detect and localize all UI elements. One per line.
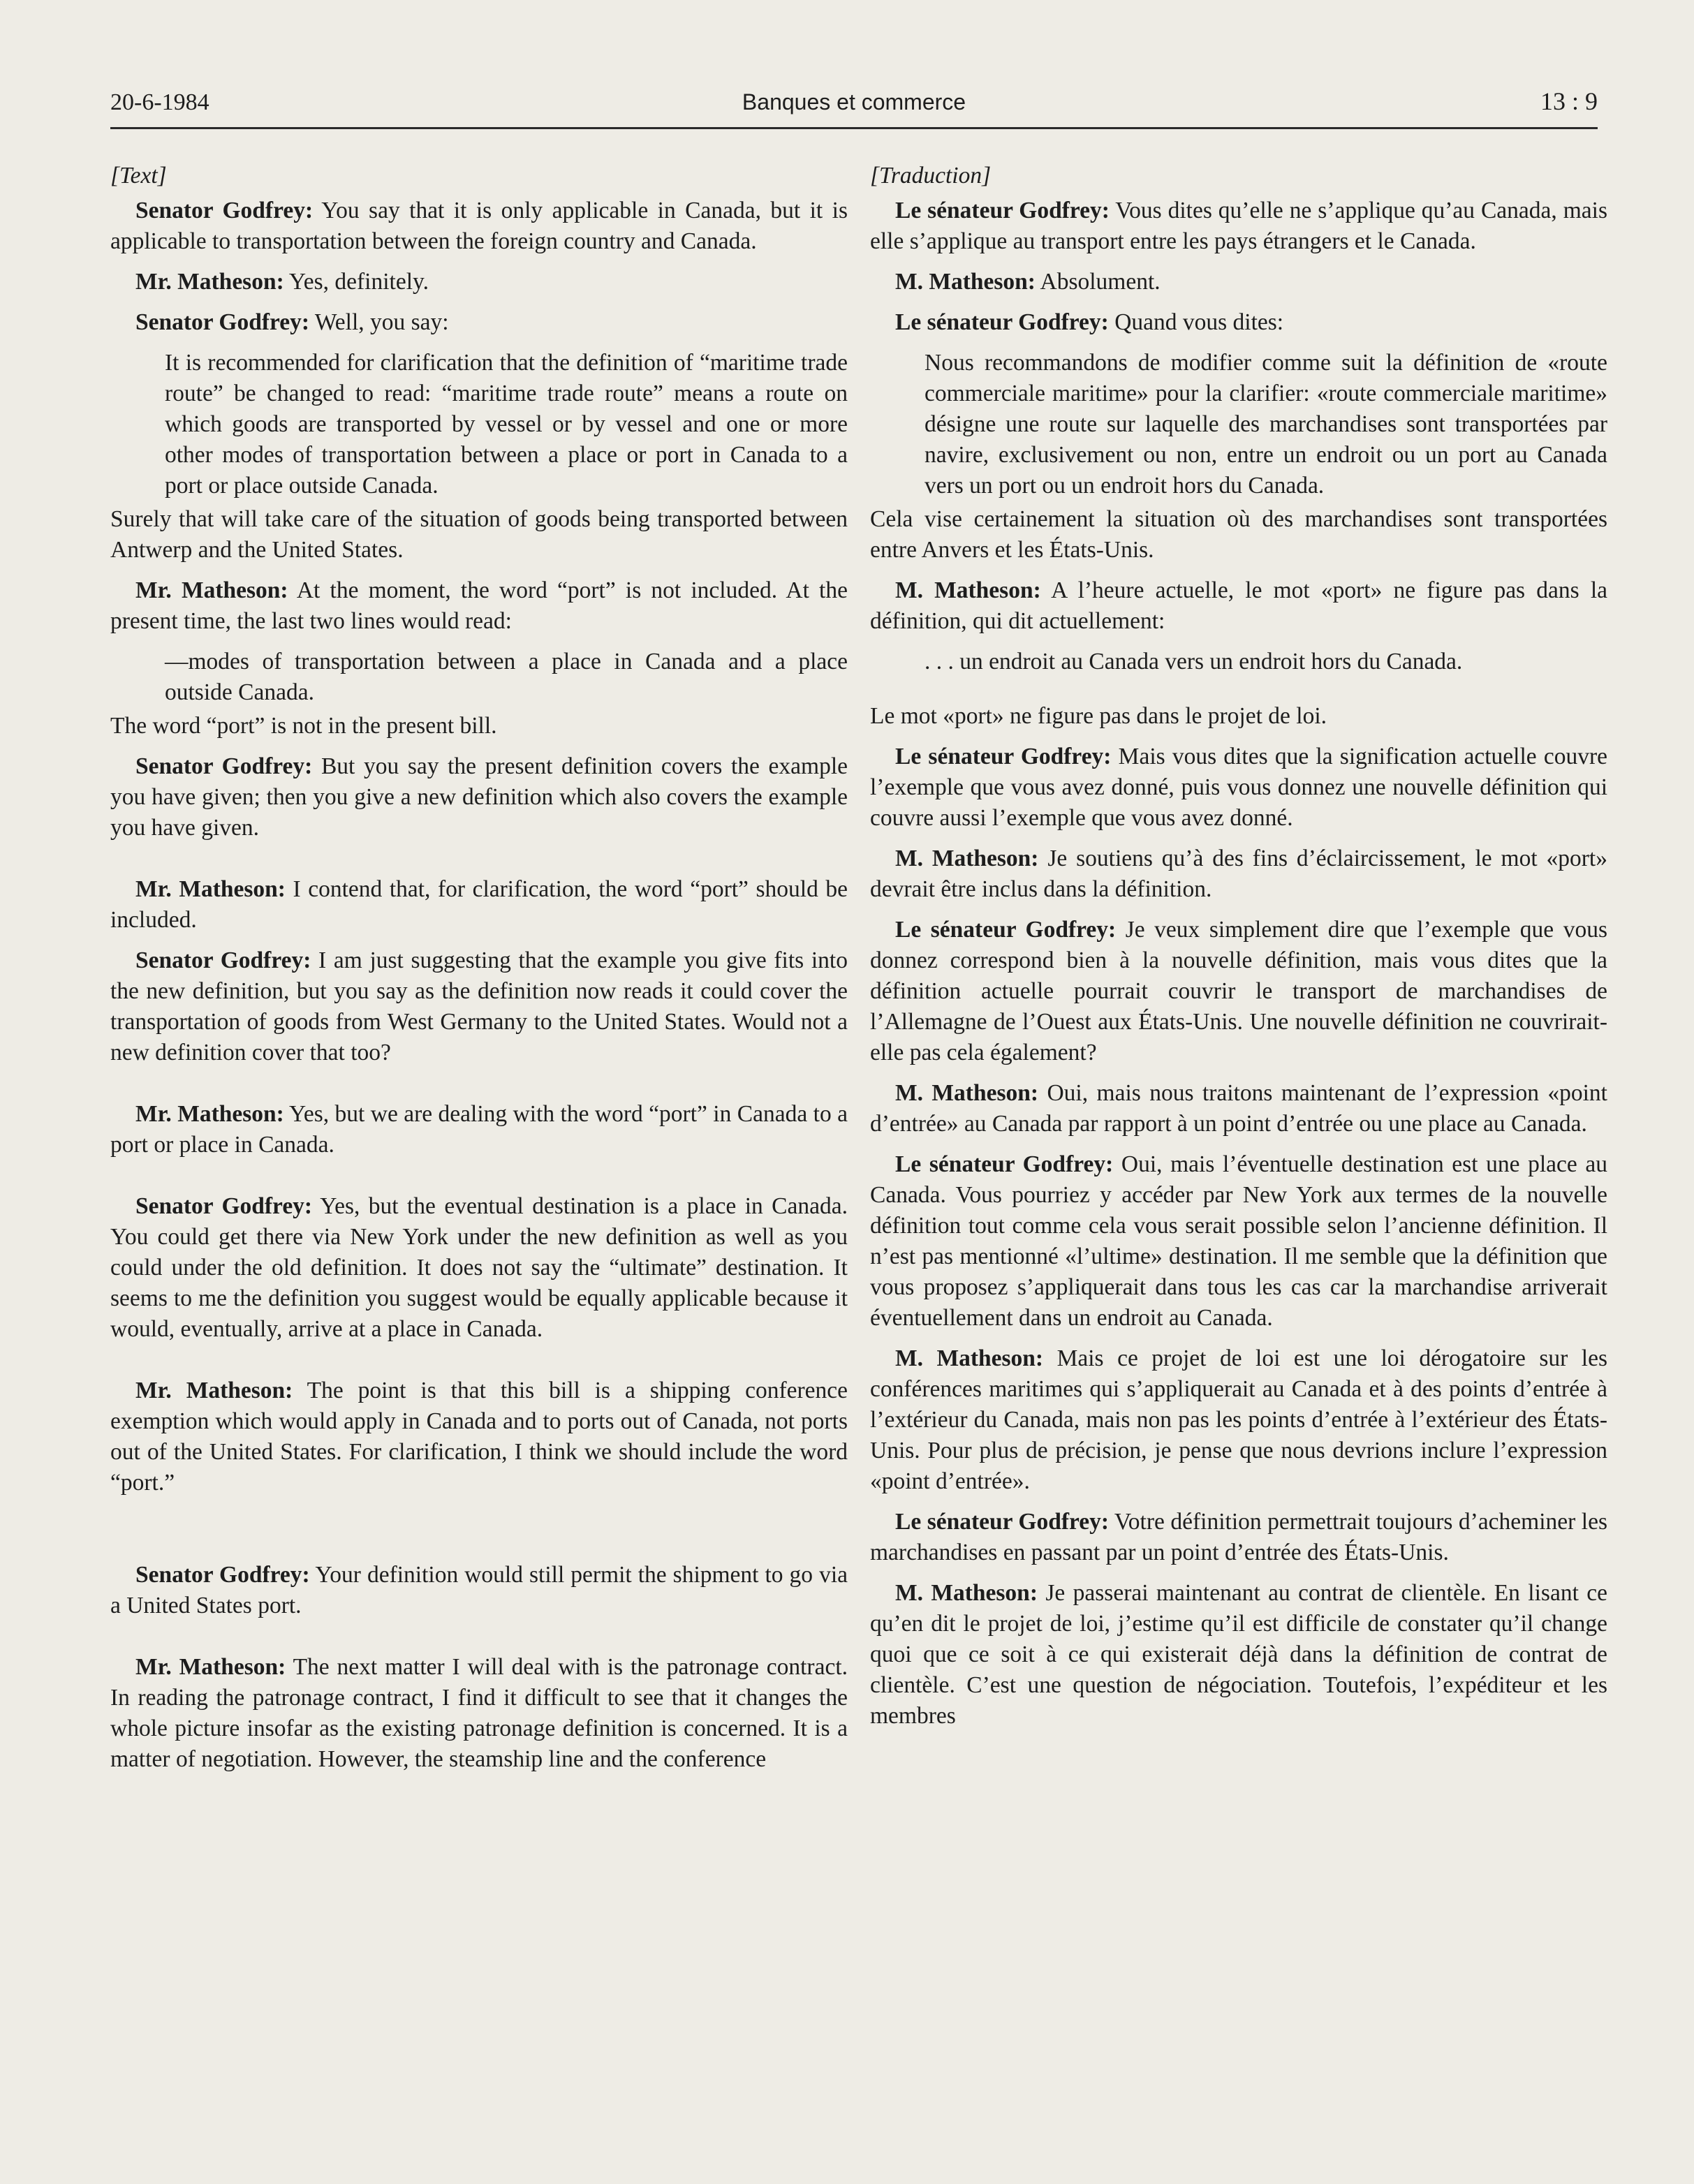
paragraph (110, 1191, 848, 1345)
speech: A l’heure actuelle, le mot «port» ne figure pas dans la définition, qui dit actuellement: (870, 577, 1608, 634)
speech: But you say the present definition covers the example you have given; then you give a new definition which also covers the example you have given. (110, 753, 848, 841)
paragraph (110, 945, 848, 1068)
paragraph (870, 843, 1607, 905)
paragraph (870, 1078, 1607, 1139)
french-column (870, 161, 1607, 1741)
speech: Je veux simplement dire que l’exemple que vous donnez correspond bien à la nouvelle définition, mais vous dites que la définition actuelle pourrait couvrir le transport de marchandises de l’Allemagne de l’Ouest aux États-Unis. Une nouvelle définition ne couvrirait-elle pas cela également? (870, 917, 1607, 1065)
paragraph (110, 1375, 848, 1498)
speaker: Le sénateur Godfrey: (895, 1151, 1114, 1177)
section-tag: [Traduction] (870, 163, 992, 189)
block-quote: It is recommended for clarification that the definition of “maritime trade route” be changed to read: “maritime trade route” means a route on which goods are transported by vessel or by vessel and one or more other modes of transportation between a place or port in Canada to a port or place outside Canada. (165, 350, 848, 499)
paragraph (870, 1578, 1607, 1732)
paragraph (870, 195, 1607, 257)
speaker: Le sénateur Godfrey: (895, 744, 1112, 769)
speaker: Le sénateur Godfrey: (895, 1509, 1110, 1535)
paragraph: Le mot «port» ne figure pas dans le projet de loi. (870, 703, 1327, 729)
speech: Yes, but we are dealing with the word “port” in Canada to a port or place in Canada. (110, 1101, 848, 1158)
speech: Je passerai maintenant au contrat de clientèle. En lisant ce qu’en dit le projet de loi, j’estime qu’il est difficile de constater qu’il change quoi que ce soit à ce qui existerait déjà dans la définition de contrat de clientèle. C’est une question de négociation. Toutefois, l’expéditeur et les membres (870, 1580, 1608, 1729)
paragraph (110, 575, 848, 637)
speaker: M. Matheson: (895, 1580, 1038, 1606)
speech: Oui, mais nous traitons maintenant de l’expression «point d’entrée» au Canada par rapport à un point d’entrée ou une place au Canada. (870, 1080, 1607, 1137)
speaker: Mr. Matheson: (135, 1654, 286, 1680)
paragraph: The word “port” is not in the present bill. (110, 713, 497, 739)
speaker: Mr. Matheson: (135, 1101, 284, 1127)
paragraph (110, 1099, 848, 1160)
speaker: M. Matheson: (895, 1080, 1039, 1106)
speaker: Senator Godfrey: (135, 1562, 310, 1588)
speaker: M. Matheson: (895, 269, 1036, 295)
speech: Oui, mais l’éventuelle destination est une place au Canada. Vous pourriez y accéder par New York aux termes de la nouvelle définition tout comme cela vous serait possible selon l’ancienne définition. Il n’est pas mentionné «l’ultime» destination. Il me semble que la définition que vous proposez s’appliquerait dans tous les cas car la marchandise arriverait éventuellement dans un endroit au Canada. (870, 1151, 1607, 1331)
paragraph (110, 874, 848, 936)
speaker: Le sénateur Godfrey: (895, 917, 1117, 943)
speech: The point is that this bill is a shipping conference exemption which would apply in Canada and to ports out of Canada, not ports out of the United States. For clarification, I think we should include the word “port.” (110, 1378, 848, 1496)
speaker: Mr. Matheson: (135, 577, 288, 603)
speech: Quand vous dites: (1108, 309, 1284, 335)
english-column (110, 161, 848, 1785)
speech: I am just suggesting that the example you give fits into the new definition, but you say as the definition now reads it could cover the transportation of goods from West Germany to the United States. Would not a new definition cover that too? (110, 947, 848, 1065)
page-header (110, 84, 1598, 126)
paragraph (870, 1343, 1607, 1497)
paragraph (870, 1507, 1607, 1568)
paragraph (110, 307, 848, 338)
block-quote: Nous recommandons de modifier comme suit la définition de «route commerciale maritime» pour la clarifier: «route commerciale maritime» désigne une route sur laquelle des marchandises sont transportées par navire, exclusivement ou non, entre un endroit ou un port au Canada vers un port ou un endroit hors du Canada. (925, 350, 1607, 499)
paragraph (110, 195, 848, 257)
speech: Vous dites qu’elle ne s’applique qu’au Canada, mais elle s’applique au transport entre les pays étrangers et le Canada. (870, 198, 1607, 254)
speech: Your definition would still permit the shipment to go via a United States port. (110, 1562, 848, 1618)
block-quote: —modes of transportation between a place in Canada and a place outside Canada. (165, 649, 848, 705)
speech: I contend that, for clarification, the word “port” should be included. (110, 876, 848, 933)
speech: Votre définition permettrait toujours d’acheminer les marchandises en passant par un point d’entrée des États-Unis. (870, 1509, 1607, 1565)
paragraph (110, 267, 848, 297)
header-rule (110, 127, 1598, 129)
speaker: Mr. Matheson: (135, 1378, 293, 1403)
block-quote: . . . un endroit au Canada vers un endroit hors du Canada. (925, 649, 1463, 674)
speech: Yes, but the eventual destination is a place in Canada. You could get there via New York under the new definition as well as you could under the old definition. It does not say the “ultimate” destination. It seems to me the definition you suggest would be equally applicable because it would, eventually, arrive at a place in Canada. (110, 1193, 848, 1342)
header-page-number: 13 : 9 (1540, 87, 1598, 115)
speaker: Senator Godfrey: (135, 947, 311, 973)
paragraph (870, 1149, 1607, 1334)
speaker: Senator Godfrey: (135, 198, 314, 223)
speech: Well, you say: (309, 309, 449, 335)
paragraph (110, 1560, 848, 1621)
header-title: Banques et commerce (742, 89, 966, 115)
paragraph (870, 575, 1607, 637)
speaker: Mr. Matheson: (135, 269, 284, 295)
paragraph: Surely that will take care of the situation of goods being transported between Antwerp and the United States. (110, 506, 848, 563)
speaker: M. Matheson: (895, 846, 1039, 871)
speech: The next matter I will deal with is the patronage contract. In reading the patronage contract, I find it difficult to see that it changes the whole picture insofar as the existing patronage definition is concerned. It is a matter of negotiation. However, the steamship line and the conference (110, 1654, 848, 1772)
speaker: Le sénateur Godfrey: (895, 198, 1110, 223)
speech: At the moment, the word “port” is not included. At the present time, the last two lines would read: (110, 577, 848, 634)
paragraph (870, 267, 1607, 297)
speech: Mais vous dites que la signification actuelle couvre l’exemple que vous avez donné, puis vous donnez une nouvelle définition qui couvre aussi l’exemple que vous avez donné. (870, 744, 1607, 831)
speech: Je soutiens qu’à des fins d’éclaircissement, le mot «port» devrait être inclus dans la définition. (870, 846, 1607, 902)
speech: You say that it is only applicable in Canada, but it is applicable to transportation between the foreign country and Canada. (110, 198, 848, 254)
speech: Mais ce projet de loi est une loi dérogatoire sur les conférences maritimes qui s’appliquerait au Canada et à des points d’entrée à l’extérieur du Canada, mais non pas les points d’entrée à l’extérieur des États-Unis. Pour plus de précision, je pense que nous devrions inclure l’expression «point d’entrée». (870, 1345, 1608, 1494)
paragraph (870, 915, 1607, 1068)
speaker: M. Matheson: (895, 577, 1041, 603)
speaker: Le sénateur Godfrey: (895, 309, 1109, 335)
section-tag: [Text] (110, 163, 167, 189)
speech: Absolument. (1035, 269, 1161, 295)
paragraph (110, 751, 848, 843)
header-date: 20-6-1984 (110, 89, 209, 115)
speaker: M. Matheson: (895, 1345, 1044, 1371)
paragraph (870, 307, 1607, 338)
speaker: Mr. Matheson: (135, 876, 286, 902)
paragraph (870, 741, 1607, 834)
speaker: Senator Godfrey: (135, 1193, 313, 1219)
speech: Yes, definitely. (283, 269, 429, 295)
paragraph (110, 1652, 848, 1775)
speaker: Senator Godfrey: (135, 309, 310, 335)
speaker: Senator Godfrey: (135, 753, 313, 779)
paragraph: Cela vise certainement la situation où des marchandises sont transportées entre Anvers et les États-Unis. (870, 506, 1607, 563)
